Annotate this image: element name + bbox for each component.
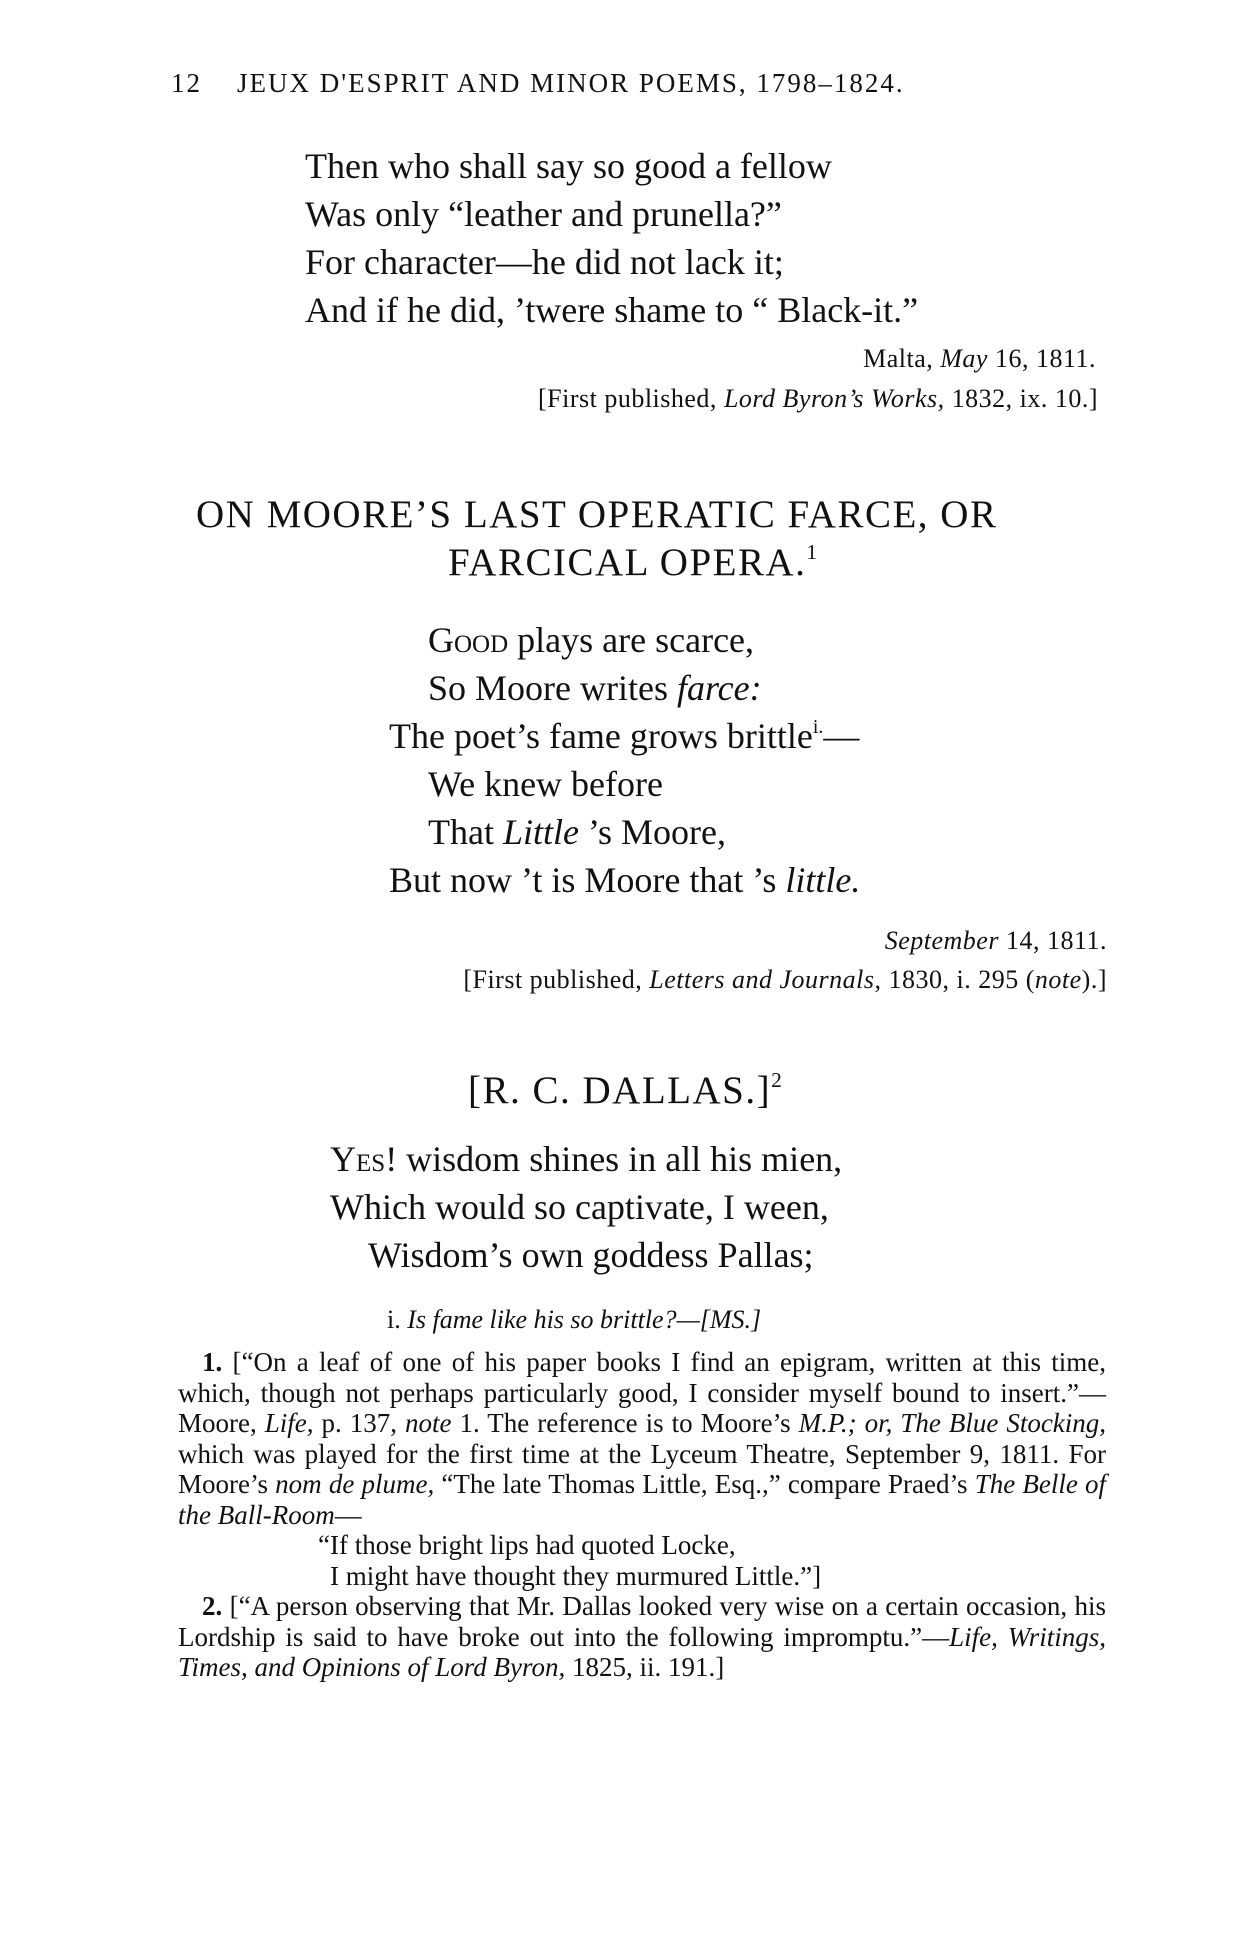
poem1-line: Then who shall say so good a fellow	[305, 146, 832, 186]
footnote-1-quote-line: “If those bright lips had quoted Locke,	[318, 1530, 736, 1560]
footnote-1-quote-line: I might have thought they murmured Little.”]	[330, 1560, 822, 1591]
poem2-line: That Little ’s Moore,	[428, 812, 726, 852]
poem3-line: Wisdom’s own goddess Pallas;	[368, 1235, 814, 1275]
poem1-line: Was only “leather and prunella?”	[305, 194, 782, 234]
poem2-line: Good plays are scarce,	[428, 620, 755, 660]
footnote-ref-1: 1	[806, 539, 819, 564]
poem1-date: Malta, May 16, 1811.	[863, 344, 1096, 373]
page-number: 12	[171, 68, 202, 98]
poem2-title-line2: FARCICAL OPERA.$^1$	[448, 539, 819, 584]
footnote-1: 1. [“On a leaf of one of his paper books I find an epigram, written at this time, which, though not perhaps particularly good, I consider myself bound to insert.”—Moore, Life, p. 137, note 1. The reference is to Moore’s M.P.; or, The Blue Stocking, which was played for the first time at the Lyceum Theatre, September 9, 1811. For Moore’s nom de plume, “The late Thomas Little, Esq.,” compare Praed’s The Belle of the Ball-Room—	[178, 1347, 1107, 1530]
running-title: JEUX D'ESPRIT AND MINOR POEMS, 1798–1824.	[237, 68, 905, 98]
poem3-line: Which would so captivate, I ween,	[330, 1187, 829, 1227]
poem2-line: But now ’t is Moore that ’s little.	[389, 860, 861, 900]
poem2-publication-note: [First published, Letters and Journals, 1830, i. 295 (note).]	[463, 965, 1107, 994]
footnotes	[178, 1347, 1106, 1683]
variant-ref-i: i.	[812, 716, 824, 739]
poem2-line: So Moore writes farce:	[428, 668, 762, 708]
poem2-date: September 14, 1811.	[884, 926, 1107, 955]
poem1-stanza	[305, 142, 918, 334]
footnote-ref-2: 2	[771, 1067, 784, 1092]
poem1-publication-note: [First published, Lord Byron’s Works, 1832, ix. 10.]	[537, 384, 1098, 413]
poem2-line: We knew before	[428, 764, 663, 804]
footnote-2: 2. [“A person observing that Mr. Dallas looked very wise on a certain occasion, his Lordship is said to have broke out into the following impromptu.”—Life, Writings, Times, and Opinions of Lord Byron, 1825, ii. 191.]	[178, 1591, 1107, 1682]
poem2-line: The poet’s fame grows brittle$^{i.}$—	[389, 716, 860, 756]
variant-reading: i. Is fame like his so brittle?—[MS.]	[387, 1305, 762, 1334]
poem3-line: Yes! wisdom shines in all his mien,	[330, 1139, 843, 1179]
poem2-title-line1: ON MOORE’S LAST OPERATIC FARCE, OR	[196, 493, 998, 536]
poem1-line: And if he did, ’twere shame to “ Black-it.”	[305, 290, 919, 330]
running-header	[171, 68, 905, 99]
poem1-line: For character—he did not lack it;	[305, 242, 784, 282]
poem3-title: [R. C. DALLAS.]$^2$	[468, 1067, 784, 1112]
